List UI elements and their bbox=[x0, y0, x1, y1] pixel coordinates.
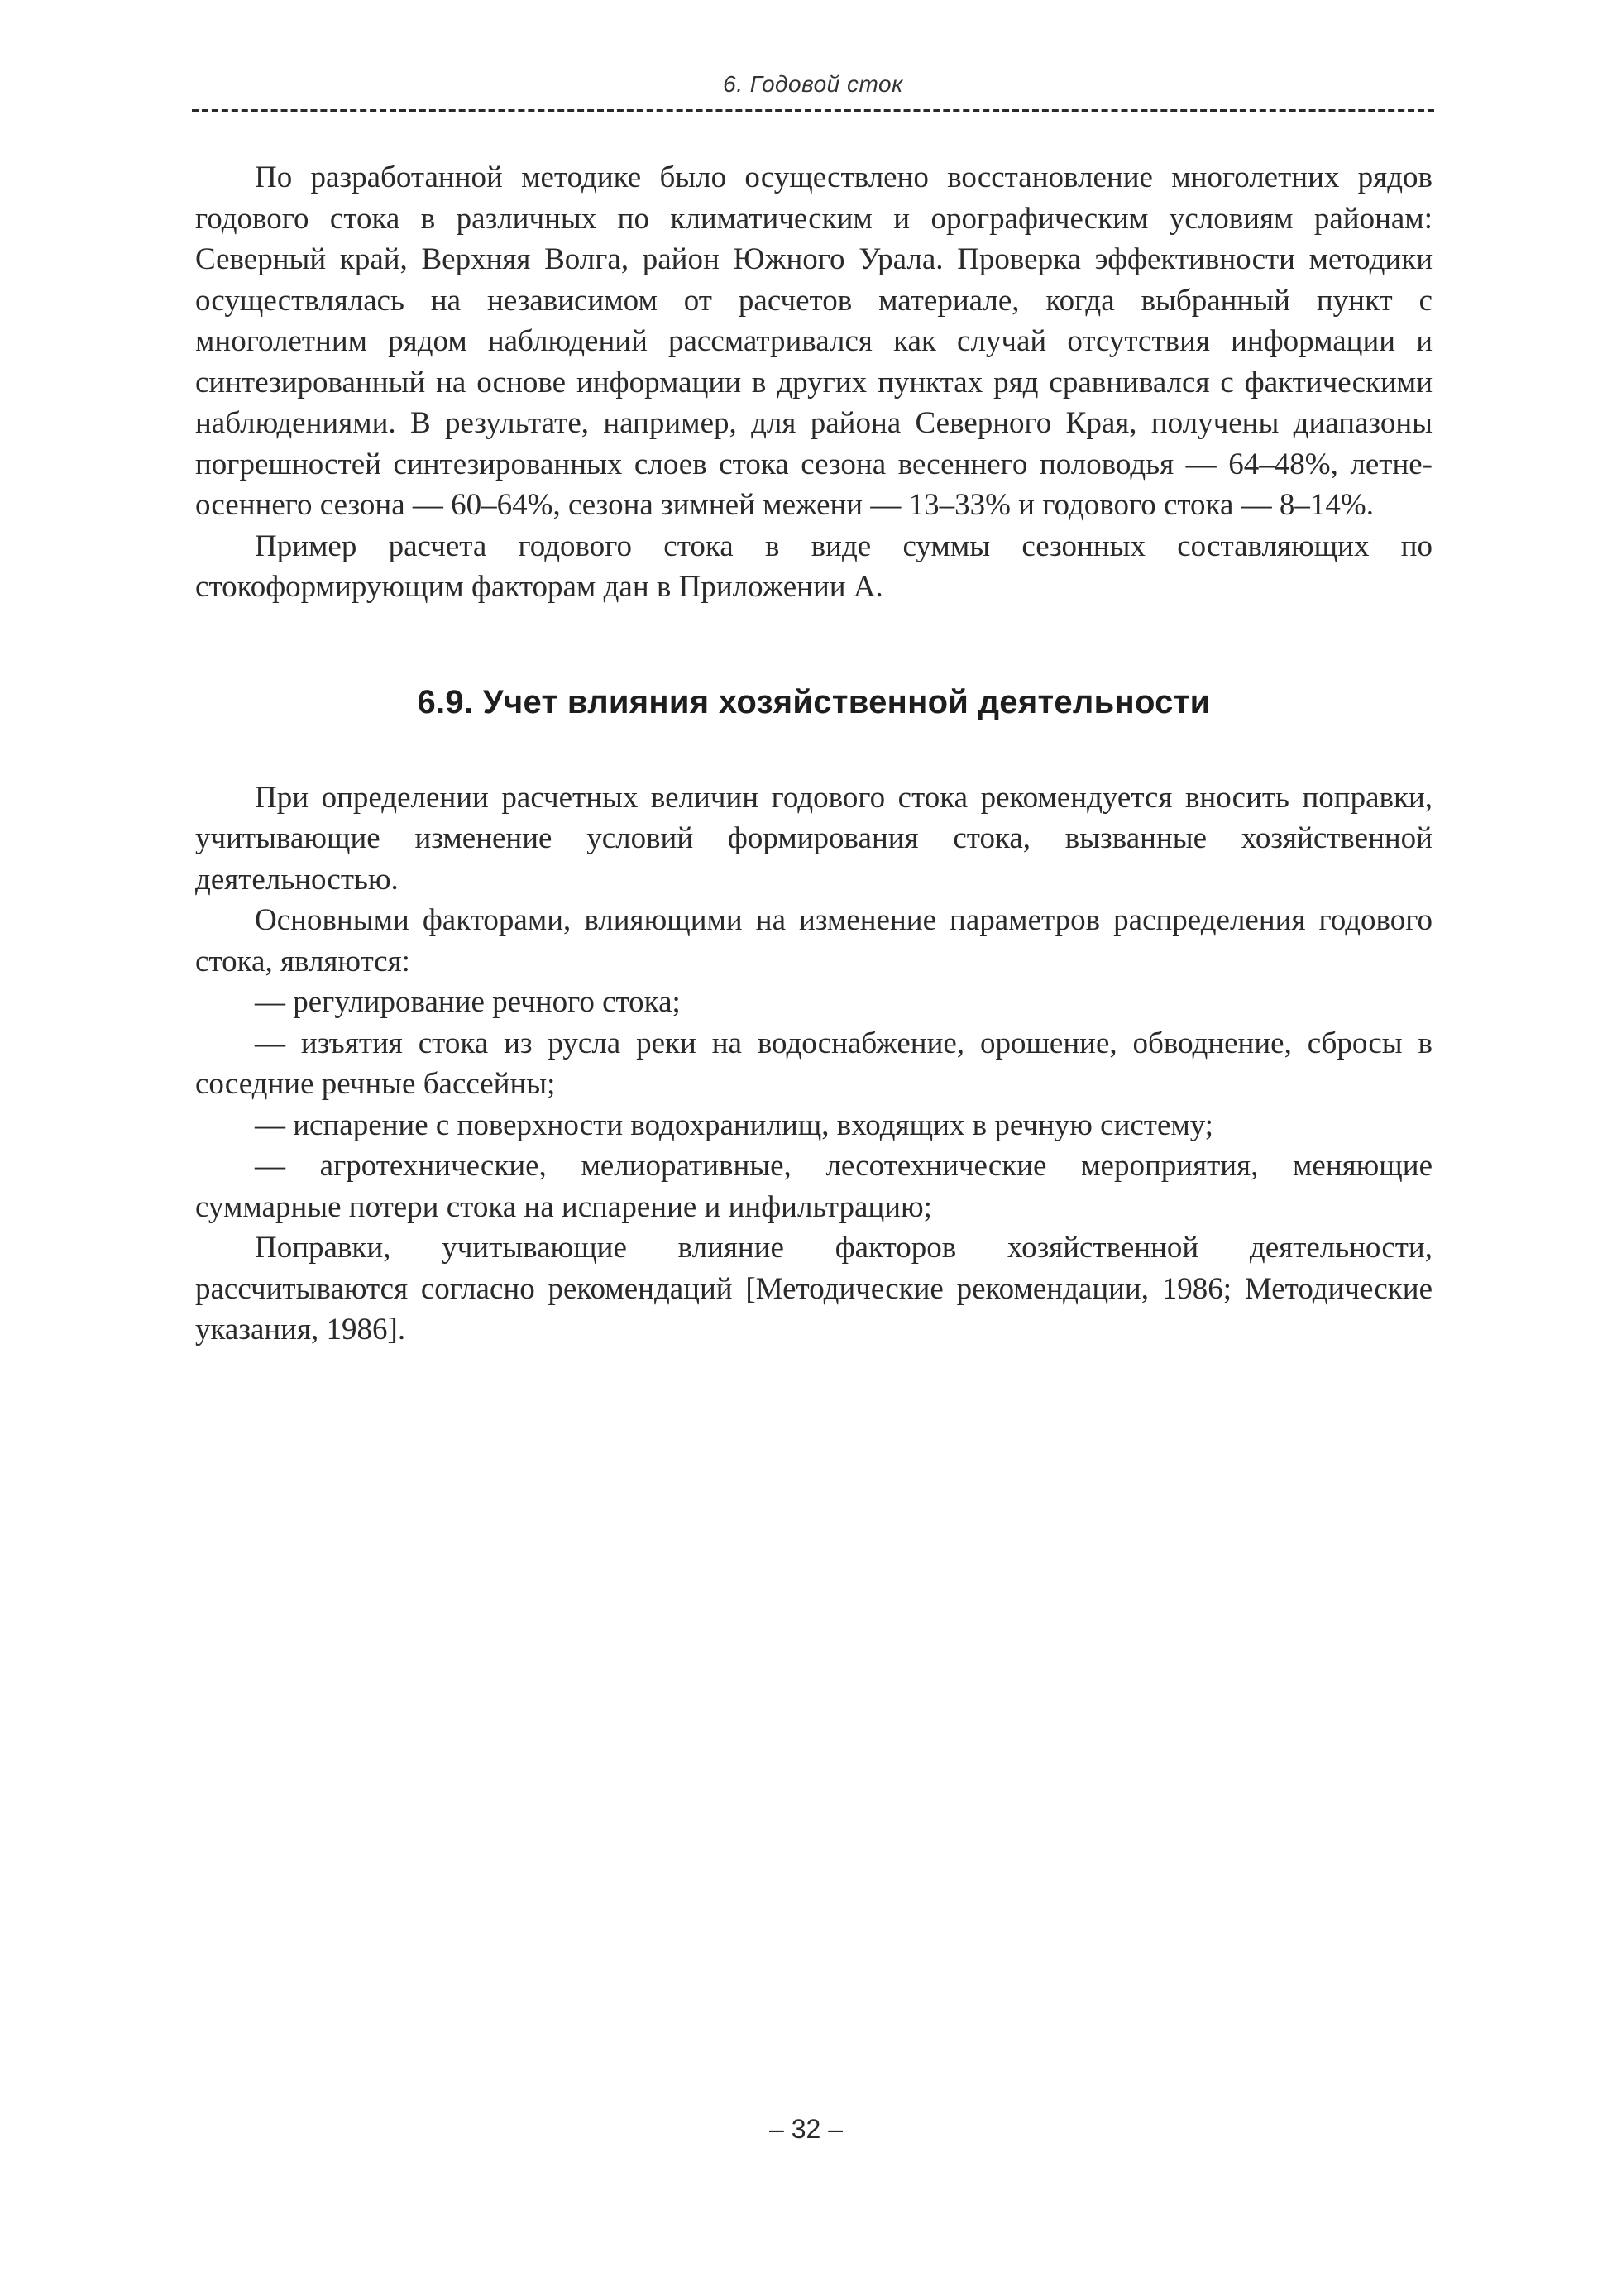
spacer bbox=[195, 721, 1433, 777]
header-divider bbox=[192, 109, 1434, 112]
list-item-withdrawals: — изъятия стока из русла реки на водоснабжение, орошение, обводнение, сбросы в соседние речные бассейны; bbox=[195, 1026, 1433, 1101]
list-item-agrotechnical: — агротехнические, мелиоративные, лесотехнические мероприятия, меняющие суммарные потери стока на испарение и инфильтрацию; bbox=[195, 1149, 1433, 1224]
paragraph-example-reference: Пример расчета годового стока в виде суммы сезонных составляющих по стокоформирующим факторам дан в Приложении А. bbox=[195, 529, 1433, 604]
paragraph-corrections: При определении расчетных величин годового стока рекомендуется вносить поправки, учитывающие изменение условий формирования стока, вызванные хозяйственной деятельностью. bbox=[195, 780, 1433, 897]
section-heading: 6.9. Учет влияния хозяйственной деятельности bbox=[417, 683, 1211, 720]
running-header: 6. Годовой сток bbox=[723, 71, 903, 97]
page-number: – 32 – bbox=[769, 2114, 843, 2144]
paragraph-references: Поправки, учитывающие влияние факторов хозяйственной деятельности, рассчитываются согласно рекомендаций [Методические рекомендации, 1986; Методические указания, 1986]. bbox=[195, 1231, 1433, 1347]
paragraph-methodology: По разработанной методике было осуществлено восстановление многолетних рядов годового стока в различных по климатическим и орографическим условиям районам: Северный край, Верхняя Волга, район Южного Урала. Проверка эффективности методики осуществлялась на независимом от расчетов материале, когда выбранный пункт с многолетним рядом наблюдений рассматривался как случай отсутствия информации и синтезированный на основе информации в других пунктах ряд сравнивался с фактическими наблюдениями. В результате, например, для района Северного Края, получены диапазоны погрешностей синтезированных слоев стока сезона весеннего половодья — 64–48%, летне-осеннего сезона — 60–64%, сезона зимней межени — 13–33% и годового стока — 8–14%. bbox=[195, 160, 1433, 522]
list-item-evaporation: — испарение с поверхности водохранилищ, входящих в речную систему; bbox=[255, 1107, 1214, 1142]
page-content bbox=[195, 157, 1433, 1351]
paragraph-factors-intro: Основными факторами, влияющими на изменение параметров распределения годового стока, являются: bbox=[195, 903, 1433, 978]
spacer bbox=[195, 608, 1433, 684]
list-item-regulation: — регулирование речного стока; bbox=[255, 985, 681, 1019]
